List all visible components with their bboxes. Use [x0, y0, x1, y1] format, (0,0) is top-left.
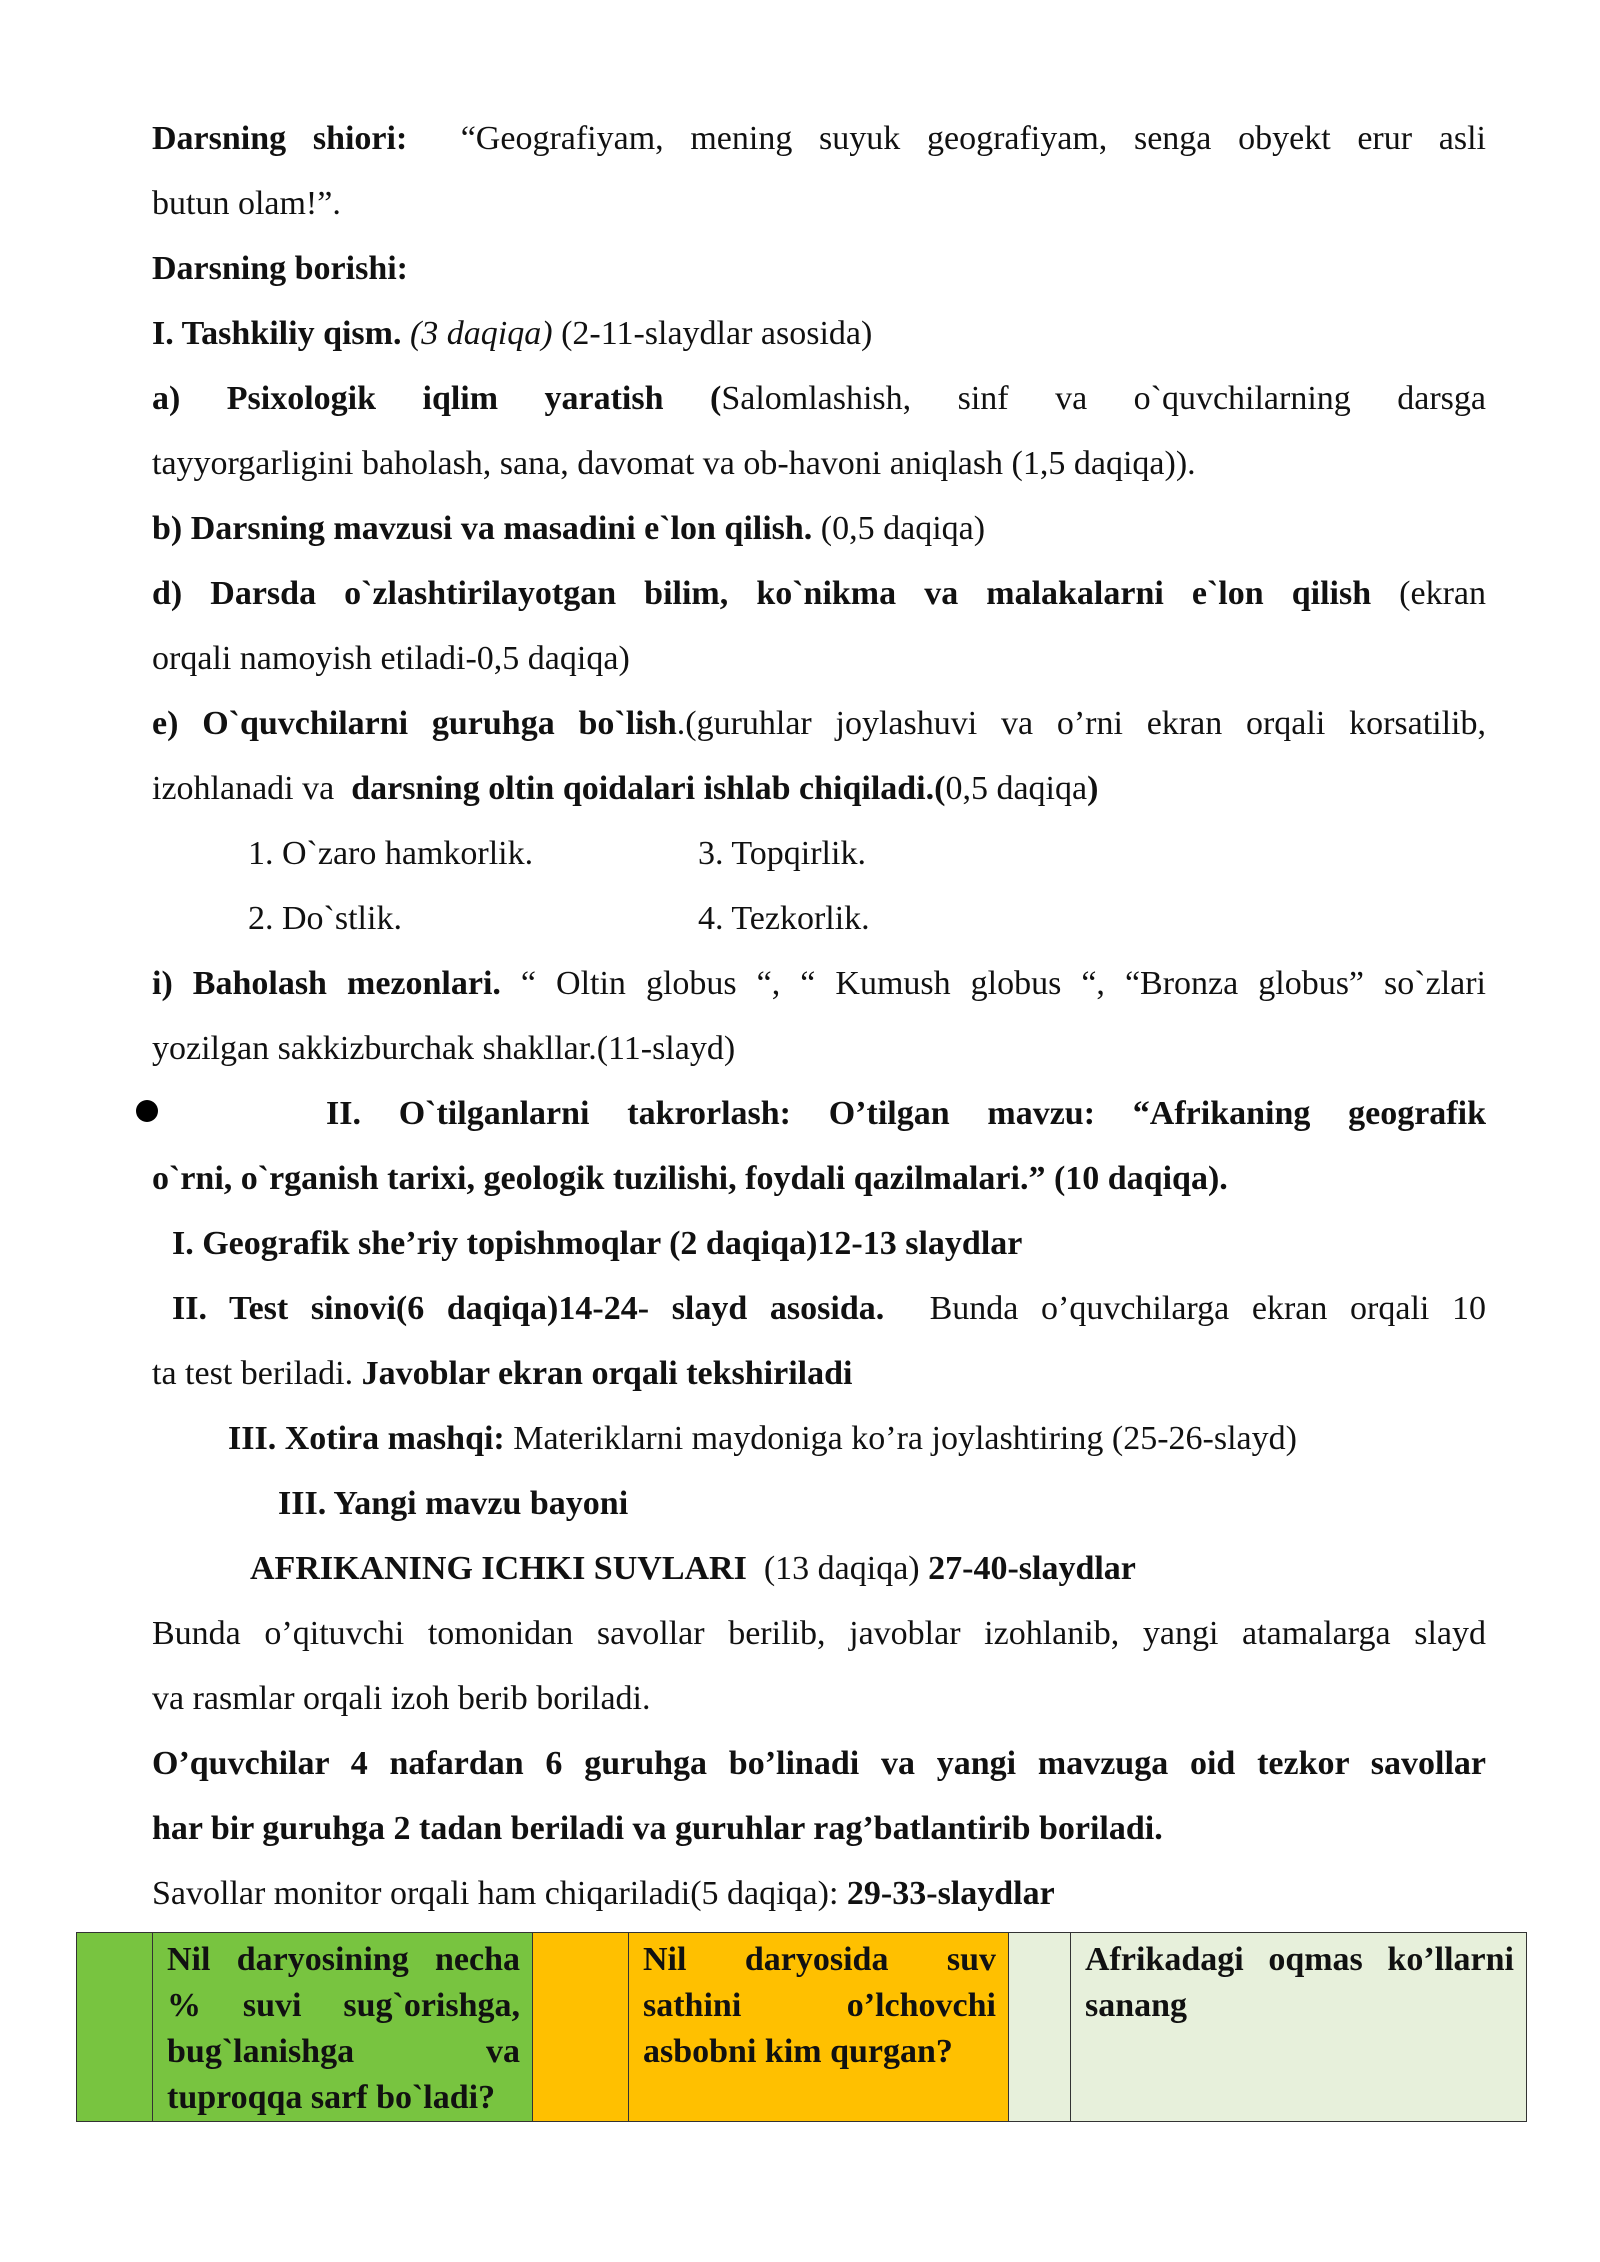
sub2-label: II. Test sinovi(6 daqiqa)14-24- slayd asosida.	[172, 1290, 885, 1327]
sub3-line	[228, 1417, 1562, 1461]
amber-spacer-cell	[533, 1933, 629, 2122]
section2-line-2: o`rni, o`rganish tarixi, geologik tuzilishi, foydali qazilmalari.” (10 daqiqa).	[152, 1160, 1228, 1197]
item-e-rules-intro: darsning oltin qoidalari ishlab chiqiladi.(	[351, 770, 946, 807]
section1-slides: (2-11-slaydlar asosida)	[561, 315, 873, 352]
sub2-line-2	[152, 1352, 1486, 1396]
sub1-line: I. Geografik she’riy topishmoqlar (2 daqiqa)12-13 slaydlar	[172, 1225, 1023, 1262]
question-cell-3	[1071, 1933, 1527, 2122]
item-a-line-1	[152, 377, 1486, 421]
item-b-text: (0,5 daqiqa)	[820, 510, 986, 547]
table-row	[77, 1933, 1527, 2122]
rule-3: 3. Topqirlik.	[698, 835, 866, 872]
sub2-line-1	[172, 1287, 1486, 1331]
section2-line-1: II. O`tilganlarni takrorlash: O’tilgan mavzu: “Afrikaning geografik	[326, 1095, 1486, 1132]
topic-slides: 27-40-slaydlar	[928, 1550, 1136, 1587]
section1-time: (3 daqiqa)	[409, 315, 553, 352]
para2-line-2: har bir guruhga 2 tadan beriladi va guruhlar rag’batlantirib boriladi.	[152, 1810, 1163, 1847]
item-i-line-2	[152, 1027, 1486, 1071]
item-i-label: i) Baholash mezonlari.	[152, 965, 501, 1002]
section1-line	[152, 312, 1486, 356]
section1-title: I. Tashkiliy qism.	[152, 315, 402, 352]
rule-1: 1. O`zaro hamkorlik.	[248, 835, 534, 872]
item-e-line-2	[152, 767, 1486, 811]
item-e-line-1	[152, 702, 1486, 746]
item-i-line-1	[152, 962, 1486, 1006]
item-i-text: “ Oltin globus “, “ Kumush globus “, “Bronza globus” so`zlari	[520, 965, 1486, 1002]
sub3-text: Materiklarni maydoniga ko’ra joylashtiring (25-26-slayd)	[513, 1420, 1297, 1457]
motto-line-2	[152, 182, 1486, 226]
item-e-close: )	[1087, 770, 1099, 807]
question-cell-1	[153, 1933, 533, 2122]
question-text-3: Afrikadagi oqmas ko’llarni sanang	[1085, 1941, 1514, 2024]
sub2-text-a: ta test beriladi.	[152, 1355, 354, 1392]
rule-2: 2. Do`stlik.	[248, 900, 402, 937]
item-d-text: (ekran	[1399, 575, 1486, 612]
item-e-text: .(guruhlar joylashuvi va o’rni ekran orqali korsatilib,	[676, 705, 1486, 742]
bullet-icon	[136, 1100, 158, 1122]
progress-heading-text: Darsning borishi:	[152, 250, 408, 287]
item-d-line-2	[152, 637, 1486, 681]
item-d-text-end: orqali namoyish etiladi-0,5 daqiqa)	[152, 640, 630, 677]
question-text-2: Nil daryosida suv sathini o’lchovchi asbobni kim qurgan?	[643, 1941, 996, 2070]
question-cell-2	[629, 1933, 1009, 2122]
motto-text-end: butun olam!”.	[152, 185, 341, 222]
para3-text: Savollar monitor orqali ham chiqariladi(5 daqiqa):	[152, 1875, 839, 1912]
item-i-text-end: yozilgan sakkizburchak shakllar.(11-slayd)	[152, 1030, 736, 1067]
question-text-1: Nil daryosining necha % suvi sug`orishga, bug`lanishga va tuproqqa sarf bo`ladi?	[167, 1941, 520, 2116]
item-a-line-2	[152, 442, 1486, 486]
item-e-time: 0,5 daqiqa	[945, 770, 1088, 807]
pale-spacer-cell	[1009, 1933, 1071, 2122]
green-spacer-cell	[77, 1933, 153, 2122]
sub2-text-b: Javoblar ekran orqali tekshiriladi	[361, 1355, 853, 1392]
motto-text: “Geografiyam, mening suyuk geografiyam, senga obyekt erur asli	[460, 120, 1486, 157]
item-d-line-1	[152, 572, 1486, 616]
para2-line-1: O’quvchilar 4 nafardan 6 guruhga bo’linadi va yangi mavzuga oid tezkor savollar	[152, 1745, 1486, 1782]
section3-title: III. Yangi mavzu bayoni	[278, 1485, 629, 1522]
para3-slides: 29-33-slaydlar	[846, 1875, 1055, 1912]
item-b-line	[152, 507, 1486, 551]
topic-time: (13 daqiqa)	[763, 1550, 920, 1587]
item-a-label: a) Psixologik iqlim yaratish (	[152, 380, 722, 417]
sub3-label: III. Xotira mashqi:	[228, 1420, 505, 1457]
topic-line	[250, 1547, 1584, 1591]
item-e-label: e) O`quvchilarni guruhga bo`lish	[152, 705, 677, 742]
motto-line-1	[152, 117, 1486, 161]
rule-4: 4. Tezkorlik.	[698, 900, 870, 937]
item-e-text-a: izohlanadi va	[152, 770, 335, 807]
progress-heading	[152, 247, 1486, 291]
item-b-label: b) Darsning mavzusi va masadini e`lon qilish.	[152, 510, 813, 547]
motto-label: Darsning shiori:	[152, 120, 408, 157]
questions-table	[76, 1932, 1527, 2122]
para3-line	[152, 1872, 1486, 1916]
item-a-text: Salomlashish, sinf va o`quvchilarning darsga	[721, 380, 1486, 417]
sub2-text: Bunda o’quvchilarga ekran orqali 10	[929, 1290, 1487, 1327]
item-a-text-end: tayyorgarligini baholash, sana, davomat va ob-havoni aniqlash (1,5 daqiqa)).	[152, 445, 1196, 482]
para1-line-1: Bunda o’qituvchi tomonidan savollar berilib, javoblar izohlanib, yangi atamalarga slayd	[152, 1615, 1486, 1652]
item-d-label: d) Darsda o`zlashtirilayotgan bilim, ko`nikma va malakalarni e`lon qilish	[152, 575, 1372, 612]
para1-line-2: va rasmlar orqali izoh berib boriladi.	[152, 1680, 651, 1717]
topic-title: AFRIKANING ICHKI SUVLARI	[250, 1550, 747, 1587]
